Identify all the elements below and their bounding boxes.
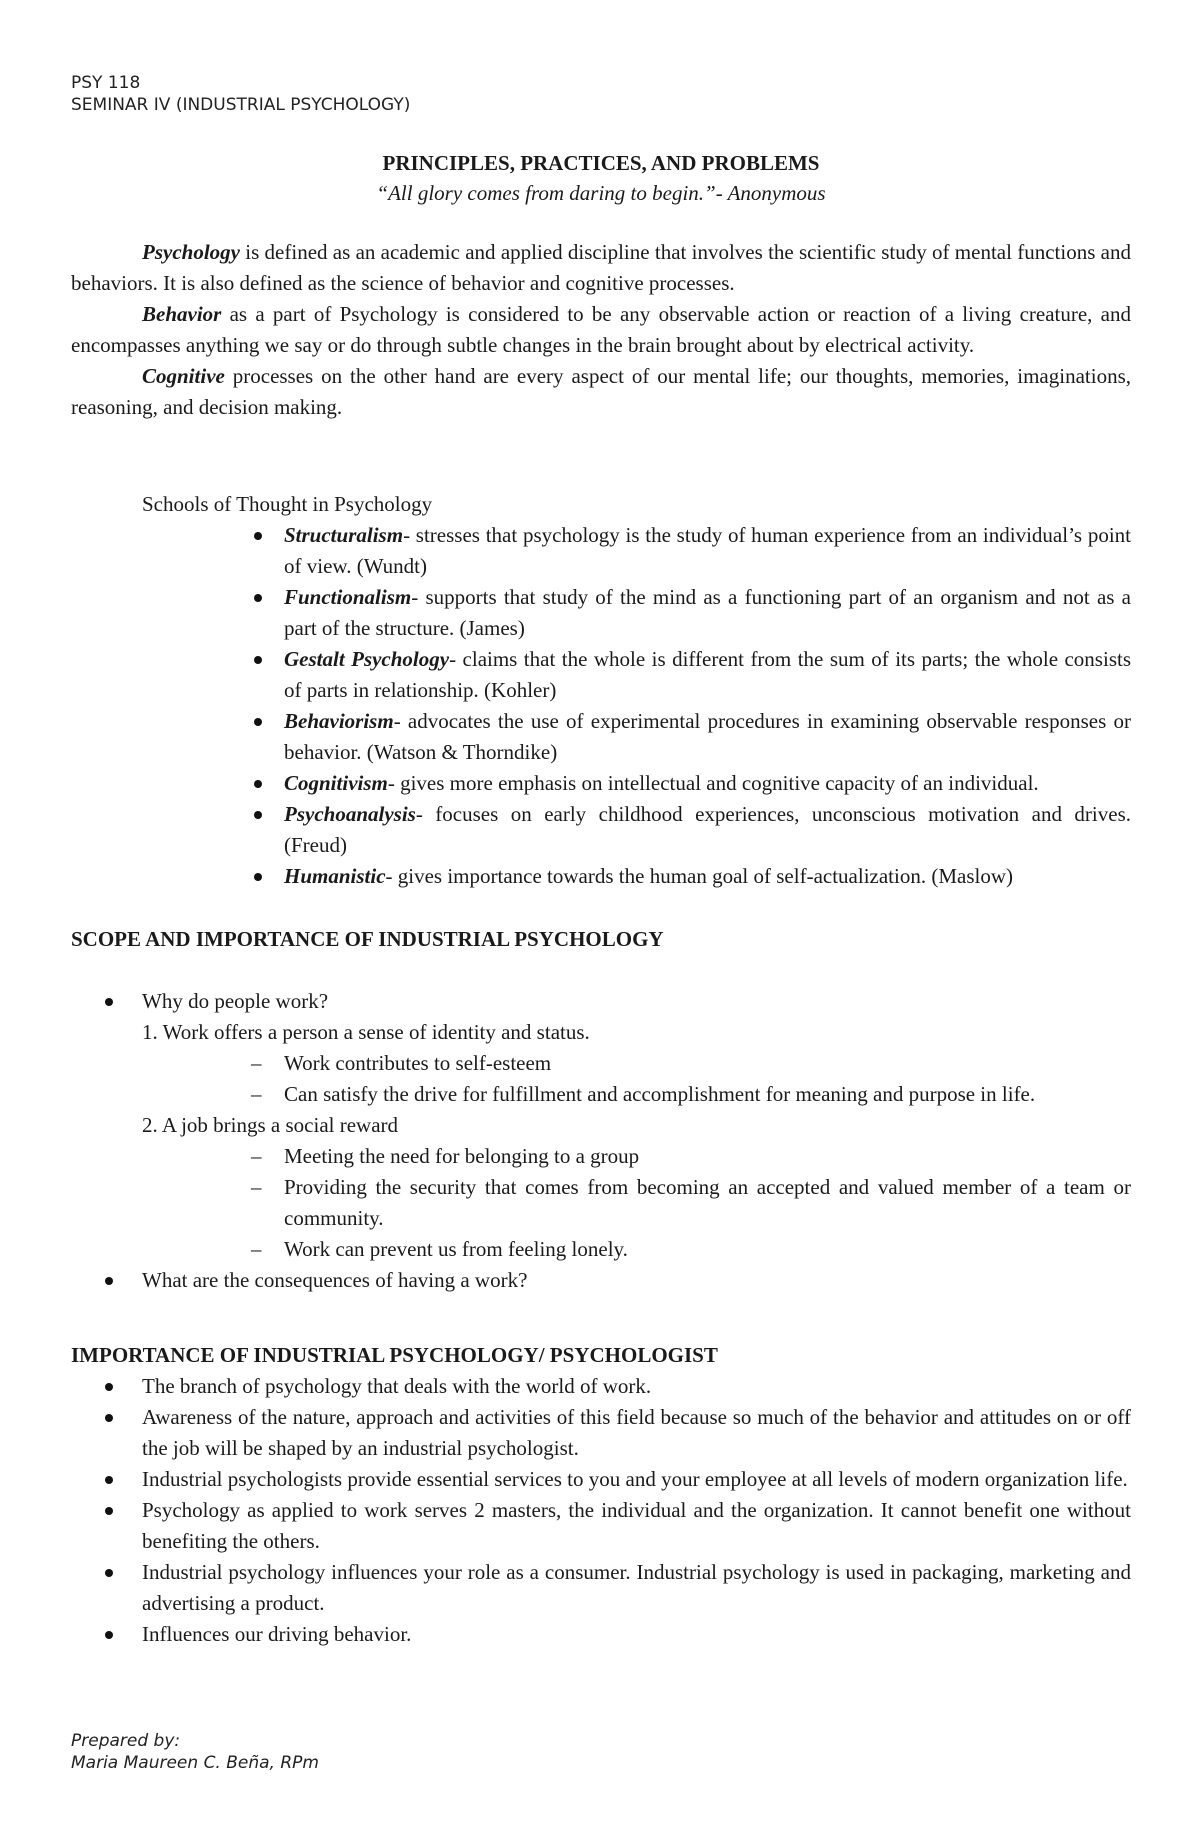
school-description: - stresses that psychology is the study of human experience from an individual’s point of view. (Wundt): [284, 523, 1131, 578]
school-term: Cognitivism: [284, 771, 388, 795]
importance-item-text: Industrial psychologists provide essential services to you and your employee at all levels of modern organization life.: [142, 1467, 1128, 1491]
list-item-why-work: [71, 986, 1131, 1017]
school-list-item: [284, 644, 1131, 706]
bullet-icon: [105, 1631, 113, 1639]
importance-list-item: [71, 1402, 1131, 1464]
course-header: [71, 72, 410, 116]
importance-item-text: Influences our driving behavior.: [142, 1622, 412, 1646]
school-description: - gives more emphasis on intellectual and cognitive capacity of an individual.: [387, 771, 1039, 795]
dash-icon: –: [251, 1144, 262, 1168]
dash-item-text: Can satisfy the drive for fulfillment and accomplishment for meaning and purpose in life.: [284, 1082, 1036, 1106]
term-psychology: Psychology: [142, 240, 240, 264]
behavior-definition-text: as a part of Psychology is considered to be any observable action or reaction of a living creature, and encompasses anything we say or do through subtle changes in the brain brought about by electrical activity.: [71, 302, 1131, 357]
bullet-icon: [105, 1569, 113, 1577]
schools-of-thought-section: [142, 489, 1131, 892]
importance-list-item: [71, 1495, 1131, 1557]
dash-list-item: [71, 1079, 1131, 1110]
bullet-icon: [254, 873, 262, 881]
school-term: Functionalism: [284, 585, 412, 609]
document-title: PRINCIPLES, PRACTICES, AND PROBLEMS: [382, 151, 820, 175]
importance-item-text: The branch of psychology that deals with the world of work.: [142, 1374, 652, 1398]
school-list-item: [284, 706, 1131, 768]
bullet-icon: [254, 594, 262, 602]
cognitive-definition-text: processes on the other hand are every aspect of our mental life; our thoughts, memories, imaginations, reasoning, and decision making.: [71, 364, 1131, 419]
epigraph-quote: “All glory comes from daring to begin.”- Anonymous: [376, 181, 826, 205]
dash-icon: –: [251, 1051, 262, 1075]
question-consequences: What are the consequences of having a work?: [142, 1268, 528, 1292]
dash-item-text: Providing the security that comes from becoming an accepted and valued member of a team or community.: [284, 1175, 1131, 1230]
importance-list-item: [71, 1371, 1131, 1402]
psychology-definition-text: is defined as an academic and applied discipline that involves the scientific study of mental functions and behaviors. It is also defined as the science of behavior and cognitive processes.: [71, 240, 1131, 295]
bullet-icon: [105, 1476, 113, 1484]
intro-section: [71, 237, 1131, 423]
importance-item-text: Awareness of the nature, approach and activities of this field because so much of the behavior and attitudes on or off the job will be shaped by an industrial psychologist.: [142, 1405, 1131, 1460]
school-term: Behaviorism: [284, 709, 394, 733]
reason-2: 2. A job brings a social reward: [142, 1113, 399, 1137]
school-list-item: [284, 520, 1131, 582]
psychology-definition: [71, 237, 1131, 299]
bullet-icon: [105, 998, 113, 1006]
dash-list-item: [71, 1172, 1131, 1234]
school-description: - focuses on early childhood experiences, unconscious motivation and drives. (Freud): [284, 802, 1131, 857]
bullet-icon: [105, 1383, 113, 1391]
scope-section: [71, 986, 1131, 1296]
question-why-work: Why do people work?: [142, 989, 329, 1013]
importance-list-item: [71, 1557, 1131, 1619]
dash-list-item: [71, 1048, 1131, 1079]
behavior-definition: [71, 299, 1131, 361]
schools-heading: Schools of Thought in Psychology: [142, 492, 433, 516]
author-name: Maria Maureen C. Beña, RPm: [71, 1753, 319, 1773]
prepared-by-label: Prepared by:: [71, 1731, 181, 1751]
dash-list-item: [71, 1234, 1131, 1265]
title-block: [71, 148, 1131, 208]
school-term: Humanistic: [284, 864, 386, 888]
list-item-consequences: [71, 1265, 1131, 1296]
school-term: Gestalt Psychology: [284, 647, 450, 671]
school-description: - supports that study of the mind as a functioning part of an organism and not as a part of the structure. (James): [284, 585, 1131, 640]
importance-item-text: Psychology as applied to work serves 2 masters, the individual and the organization. It cannot benefit one without benefiting the others.: [142, 1498, 1131, 1553]
term-cognitive: Cognitive: [142, 364, 225, 388]
schools-list: [284, 520, 1131, 892]
importance-list-item: [71, 1619, 1131, 1650]
school-term: Psychoanalysis: [284, 802, 416, 826]
importance-list-item: [71, 1464, 1131, 1495]
school-list-item: [284, 799, 1131, 861]
seminar-title: SEMINAR IV (INDUSTRIAL PSYCHOLOGY): [71, 95, 411, 115]
bullet-icon: [254, 532, 262, 540]
cognitive-definition: [71, 361, 1131, 423]
school-list-item: [284, 861, 1131, 892]
bullet-icon: [254, 656, 262, 664]
reason-1: 1. Work offers a person a sense of identity and status.: [142, 1020, 590, 1044]
course-code: PSY 118: [71, 73, 141, 93]
importance-heading: IMPORTANCE OF INDUSTRIAL PSYCHOLOGY/ PSYCHOLOGIST: [71, 1343, 718, 1367]
school-list-item: [284, 768, 1131, 799]
bullet-icon: [254, 718, 262, 726]
reason-1-subitems: [71, 1048, 1131, 1110]
bullet-icon: [105, 1507, 113, 1515]
bullet-icon: [254, 811, 262, 819]
bullet-icon: [105, 1414, 113, 1422]
school-list-item: [284, 582, 1131, 644]
dash-icon: –: [251, 1175, 262, 1199]
dash-item-text: Work can prevent us from feeling lonely.: [284, 1237, 628, 1261]
footer: [71, 1730, 319, 1774]
importance-list: [71, 1371, 1131, 1650]
school-description: - advocates the use of experimental procedures in examining observable responses or behavior. (Watson & Thorndike): [284, 709, 1131, 764]
school-description: - gives importance towards the human goal of self-actualization. (Maslow): [385, 864, 1013, 888]
scope-heading: SCOPE AND IMPORTANCE OF INDUSTRIAL PSYCHOLOGY: [71, 927, 664, 951]
importance-item-text: Industrial psychology influences your role as a consumer. Industrial psychology is used in packaging, marketing and advertising a product.: [142, 1560, 1131, 1615]
school-term: Structuralism: [284, 523, 404, 547]
dash-list-item: [71, 1141, 1131, 1172]
reason-2-subitems: [71, 1141, 1131, 1265]
bullet-icon: [254, 780, 262, 788]
dash-icon: –: [251, 1082, 262, 1106]
dash-icon: –: [251, 1237, 262, 1261]
dash-item-text: Work contributes to self-esteem: [284, 1051, 552, 1075]
term-behavior: Behavior: [142, 302, 222, 326]
dash-item-text: Meeting the need for belonging to a group: [284, 1144, 640, 1168]
bullet-icon: [105, 1277, 113, 1285]
school-description: - claims that the whole is different from the sum of its parts; the whole consists of parts in relationship. (Kohler): [284, 647, 1131, 702]
